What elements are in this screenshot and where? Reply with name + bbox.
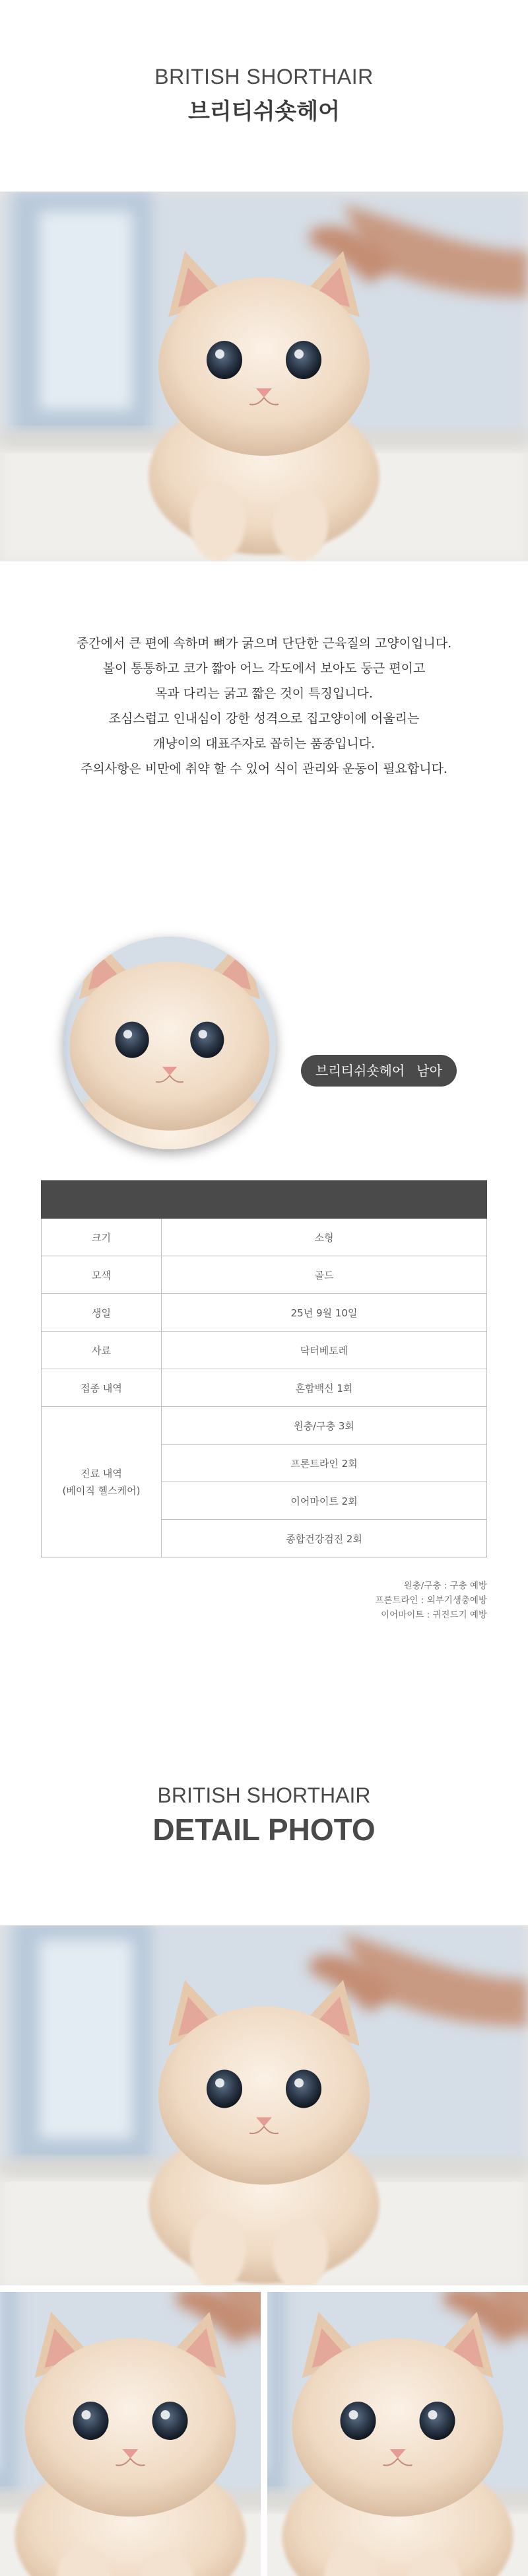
profile-sex: 남아	[416, 1063, 442, 1079]
care-item: 원충/구충 3회	[162, 1407, 487, 1445]
care-item: 이어마이트 2회	[162, 1482, 487, 1520]
row-value: 25년 9월 10일	[162, 1294, 487, 1332]
table-row	[42, 1407, 487, 1445]
description-line: 중간에서 큰 편에 속하며 뼈가 굵으며 단단한 근육질의 고양이입니다.	[76, 636, 452, 651]
breed-english-name: BRITISH SHORTHAIR	[154, 65, 374, 89]
care-item: 프론트라인 2회	[162, 1445, 487, 1482]
care-label-subtitle: (베이직 헬스케어)	[62, 1484, 141, 1497]
row-label: 접종 내역	[42, 1369, 162, 1407]
note-line: 이어마이트 : 귀진드기 예방	[381, 1610, 487, 1620]
breed-header	[0, 65, 528, 125]
breed-korean-name: 브리티쉬숏헤어	[188, 98, 340, 125]
description-line: 볼이 통통하고 코가 짧아 어느 각도에서 보아도 둥근 편이고	[102, 661, 426, 676]
kitten-info-table	[41, 1180, 487, 1557]
detail-breed-english: BRITISH SHORTHAIR	[157, 1783, 371, 1807]
row-value: 골드	[162, 1256, 487, 1294]
description-line: 조심스럽고 인내심이 강한 성격으로 집고양이에 어울리는	[108, 711, 420, 726]
detail-photo-main	[0, 1925, 528, 2285]
table-row	[42, 1219, 487, 1256]
row-value: 닥터베토레	[162, 1332, 487, 1369]
care-item: 종합건강검진 2회	[162, 1520, 487, 1557]
care-notes	[375, 1579, 487, 1622]
breed-description	[0, 631, 528, 781]
note-line: 프론트라인 : 외부기생충예방	[375, 1595, 487, 1606]
table-row	[42, 1369, 487, 1407]
detail-header	[0, 1783, 528, 1847]
table-header-row	[42, 1181, 487, 1219]
hero-kitten-photo	[0, 192, 528, 561]
description-line: 개냥이의 대표주자로 꼽히는 품종입니다.	[152, 736, 376, 751]
care-label-title: 진료 내역	[81, 1467, 122, 1480]
profile-breed: 브리티쉬숏헤어	[315, 1063, 405, 1079]
row-label: 크기	[42, 1219, 162, 1256]
care-label	[42, 1407, 162, 1557]
description-line: 목과 다리는 굵고 짧은 것이 특징입니다.	[155, 686, 373, 701]
profile-badge	[301, 1055, 457, 1087]
description-line: 주의사항은 비만에 취약 할 수 있어 식이 관리와 운동이 필요합니다.	[81, 762, 447, 776]
table-row	[42, 1332, 487, 1369]
kitten-portrait	[63, 937, 276, 1149]
row-label: 사료	[42, 1332, 162, 1369]
detail-title: DETAIL PHOTO	[152, 1812, 376, 1847]
table-row	[42, 1256, 487, 1294]
row-value: 소형	[162, 1219, 487, 1256]
note-line: 원충/구충 : 구충 예방	[403, 1581, 487, 1591]
table-row	[42, 1294, 487, 1332]
row-label: 생일	[42, 1294, 162, 1332]
row-value: 혼합백신 1회	[162, 1369, 487, 1407]
row-label: 모색	[42, 1256, 162, 1294]
detail-photo-left	[0, 2292, 261, 2576]
detail-photo-right	[267, 2292, 528, 2576]
